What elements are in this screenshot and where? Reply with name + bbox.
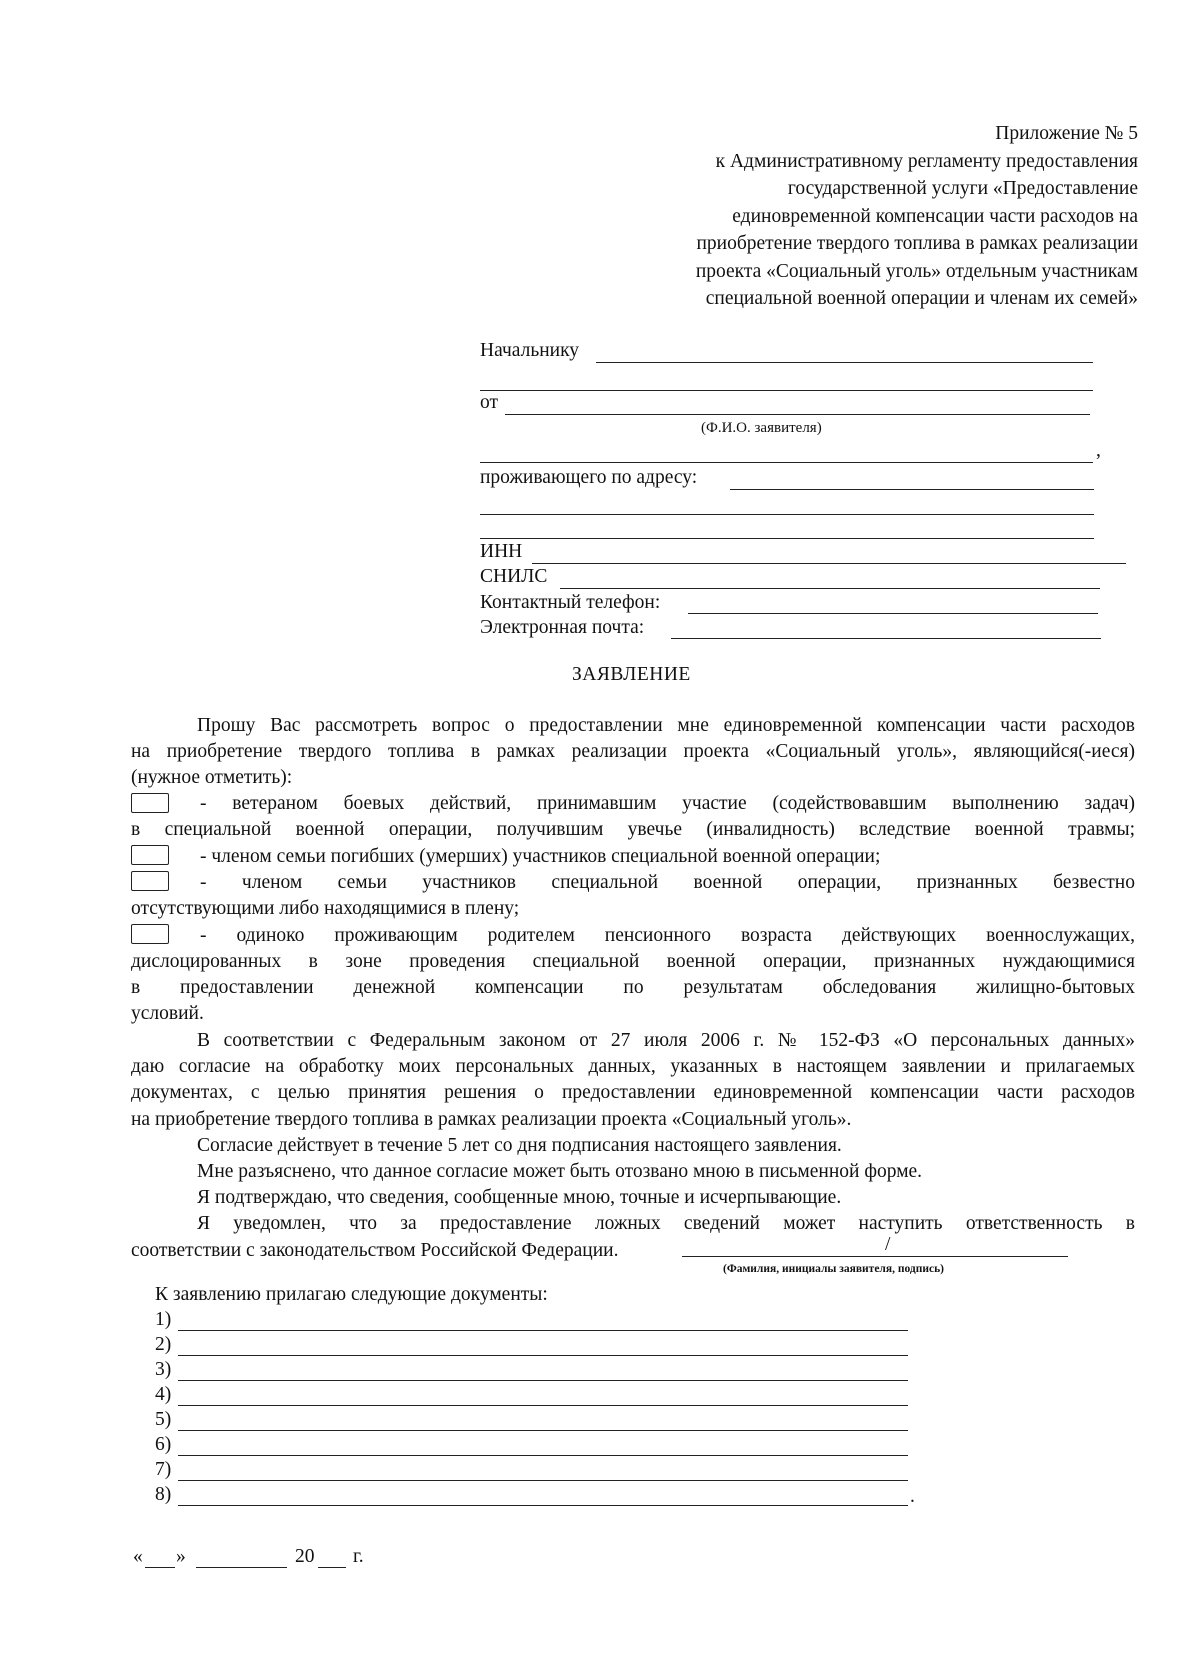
signature-field[interactable] xyxy=(682,1256,1068,1257)
option-veteran xyxy=(200,791,1135,817)
chief-field-line-2[interactable] xyxy=(480,390,1093,391)
email-label: Электронная почта: xyxy=(480,617,645,638)
chief-label: Начальнику xyxy=(480,340,580,361)
comma: , xyxy=(1096,440,1101,461)
inn-field[interactable] xyxy=(532,563,1126,564)
option-line: - членом семьи погибших (умерших) участников специальной военной операции; xyxy=(200,846,881,867)
annex-line: Приложение № 5 xyxy=(995,123,1138,144)
phone-label: Контактный телефон: xyxy=(480,592,661,613)
attachment-number: 2) xyxy=(155,1334,172,1355)
attachment-field-3[interactable] xyxy=(178,1380,908,1381)
inn-label: ИНН xyxy=(480,541,523,562)
option-family-deceased xyxy=(200,844,1135,870)
option-single-parent-cont xyxy=(131,949,1135,1028)
consent-line: документах, с целью принятия решения о предоставлении единовременной компенсации части расходов xyxy=(131,1082,1135,1104)
option-family-missing xyxy=(200,870,1135,896)
from-fio-field[interactable] xyxy=(505,414,1090,415)
option-line: дислоцированных в зоне проведения специальной военной операции, признанных нуждающимися xyxy=(131,951,1135,972)
chief-field[interactable] xyxy=(596,362,1093,363)
checkbox-veteran[interactable] xyxy=(131,793,169,813)
attachment-field-8[interactable] xyxy=(178,1505,908,1506)
request-line-last: (нужное отметить): xyxy=(131,767,293,789)
attachment-field-1[interactable] xyxy=(178,1330,908,1331)
annex-block xyxy=(696,120,1138,313)
consent-warning: Я уведомлен, что за предоставление ложных сведений может наступить ответственность в xyxy=(197,1213,1135,1235)
address-field[interactable] xyxy=(730,489,1094,490)
consent-line: В соответствии с Федеральным законом от 27 июля 2006 г. № 152-ФЗ «О персональных данных» xyxy=(197,1030,1135,1051)
checkbox-single-parent[interactable] xyxy=(131,924,169,944)
date-day-field[interactable] xyxy=(145,1567,175,1568)
snils-label: СНИЛС xyxy=(480,566,548,587)
annex-line: проекта «Социальный уголь» отдельным участникам xyxy=(695,260,1138,282)
option-line: условий. xyxy=(131,1003,204,1025)
attachments-heading: К заявлению прилагаю следующие документы: xyxy=(155,1284,548,1305)
date-year-field[interactable] xyxy=(318,1567,346,1568)
option-single-parent xyxy=(200,923,1135,949)
option-family-missing-cont xyxy=(131,896,1135,922)
date-close-quote: » xyxy=(176,1546,186,1567)
consent-warning-last: соответствии с законодательством Российской Федерации. xyxy=(131,1239,619,1261)
request-paragraph xyxy=(131,713,1135,792)
attachment-field-2[interactable] xyxy=(178,1355,908,1356)
consent-line: даю согласие на обработку моих персональных данных, указанных в настоящем заявлении и прилагаемых xyxy=(131,1056,1135,1078)
snils-field[interactable] xyxy=(560,588,1100,589)
request-line: Прошу Вас рассмотреть вопрос о предоставлении мне единовременной компенсации части расходов xyxy=(197,715,1135,736)
attachment-number: 3) xyxy=(155,1359,172,1380)
address-label: проживающего по адресу: xyxy=(480,467,698,488)
annex-line: единовременной компенсации части расходов на xyxy=(732,205,1138,227)
consent-confirm: Я подтверждаю, что сведения, сообщенные мною, точные и исчерпывающие. xyxy=(197,1187,842,1209)
address-field-line-2[interactable] xyxy=(480,514,1094,515)
attachment-number: 4) xyxy=(155,1384,172,1405)
option-line: - одиноко проживающим родителем пенсионного возраста действующих военнослужащих, xyxy=(200,925,1135,946)
attachment-number: 8) xyxy=(155,1484,172,1505)
signature-slash: / xyxy=(885,1234,891,1255)
attachment-field-6[interactable] xyxy=(178,1455,908,1456)
option-line: отсутствующими либо находящимися в плену; xyxy=(131,898,520,919)
attachment-field-7[interactable] xyxy=(178,1480,908,1481)
attachment-number: 1) xyxy=(155,1309,172,1330)
checkbox-family-missing[interactable] xyxy=(131,871,169,891)
address-field-line-3[interactable] xyxy=(480,538,1094,539)
annex-line: приобретение твердого топлива в рамках реализации xyxy=(696,233,1138,254)
attachments-end-dot: . xyxy=(910,1486,915,1507)
consent-revocable: Мне разъяснено, что данное согласие может быть отозвано мною в письменной форме. xyxy=(197,1161,923,1183)
request-line: на приобретение твердого топлива в рамках реализации проекта «Социальный уголь», являющийся(-иеся) xyxy=(131,741,1135,763)
annex-line: к Административному регламенту предоставления xyxy=(715,150,1138,172)
email-field[interactable] xyxy=(671,638,1101,639)
phone-field[interactable] xyxy=(688,613,1098,614)
page-title: ЗАЯВЛЕНИЕ xyxy=(572,664,691,685)
consent-line: на приобретение твердого топлива в рамках реализации проекта «Социальный уголь». xyxy=(131,1108,852,1130)
option-line: в специальной военной операции, получившим увечье (инвалидность) вследствие военной травмы; xyxy=(131,819,1135,840)
date-month-field[interactable] xyxy=(196,1567,287,1568)
attachment-field-5[interactable] xyxy=(178,1430,908,1431)
fio-caption: (Ф.И.О. заявителя) xyxy=(701,420,822,436)
consent-validity: Согласие действует в течение 5 лет со дня подписания настоящего заявления. xyxy=(197,1134,842,1156)
option-line: - ветераном боевых действий, принимавшим участие (содействовавшим выполнению задач) xyxy=(200,793,1135,814)
attachment-number: 7) xyxy=(155,1459,172,1480)
date-year-suffix: г. xyxy=(353,1546,364,1567)
attachment-field-4[interactable] xyxy=(178,1405,908,1406)
consent-paragraph xyxy=(131,1028,1135,1264)
option-line: - членом семьи участников специальной военной операции, признанных безвестно xyxy=(200,872,1135,893)
annex-line: государственной услуги «Предоставление xyxy=(787,178,1138,199)
from-label: от xyxy=(480,392,499,413)
signature-caption: (Фамилия, инициалы заявителя, подпись) xyxy=(723,1263,944,1275)
option-line: в предоставлении денежной компенсации по результатам обследования жилищно-бытовых xyxy=(131,977,1135,999)
annex-line: специальной военной операции и членам их семей» xyxy=(705,288,1138,309)
fio-field-line-2[interactable] xyxy=(480,462,1093,463)
attachment-number: 5) xyxy=(155,1409,172,1430)
attachment-number: 6) xyxy=(155,1434,172,1455)
option-veteran-cont xyxy=(131,817,1135,843)
date-open-quote: « xyxy=(133,1546,143,1567)
checkbox-family-deceased[interactable] xyxy=(131,845,169,865)
date-year-prefix: 20 xyxy=(295,1546,315,1567)
